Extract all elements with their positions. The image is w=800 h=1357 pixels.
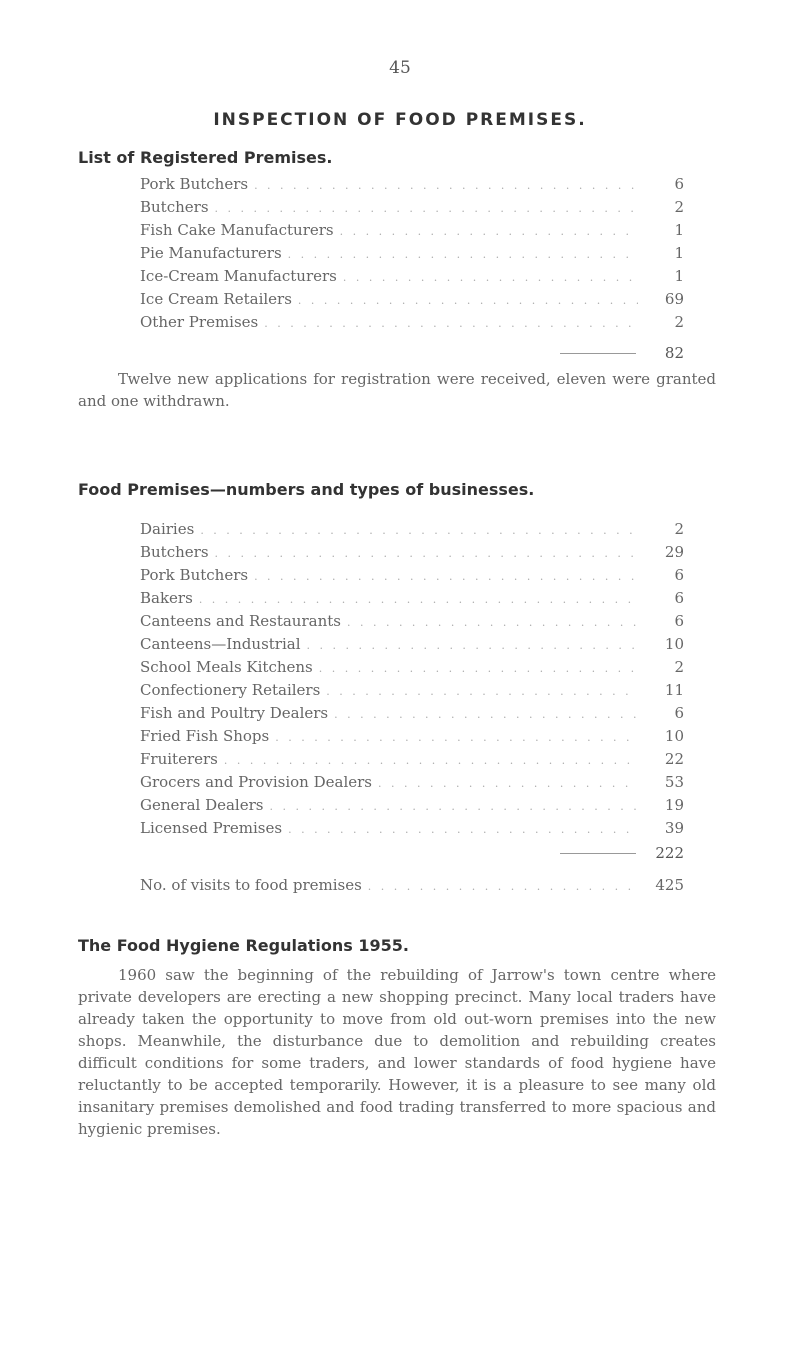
list-item [140, 704, 684, 727]
item-label: Dairies [140, 520, 195, 538]
page-title: INSPECTION OF FOOD PREMISES. [213, 110, 587, 130]
item-value: 2 [674, 658, 684, 676]
leader-dots [199, 593, 638, 606]
item-value: 2 [674, 198, 684, 216]
item-value: 22 [664, 750, 684, 768]
item-value: 29 [664, 543, 684, 561]
item-label: Fried Fish Shops [140, 727, 270, 745]
item-value: 39 [664, 819, 684, 837]
list-item [140, 221, 684, 244]
visits-row [140, 876, 684, 894]
list-item [140, 727, 684, 750]
hygiene-regulations-heading: The Food Hygiene Regulations 1955. [78, 936, 409, 955]
leader-dots [215, 547, 638, 560]
list-item [140, 773, 684, 796]
registration-note: Twelve new applications for registration were received, eleven were granted and one withdrawn. [78, 370, 716, 410]
leader-dots [254, 179, 638, 192]
item-label: Pie Manufacturers [140, 244, 282, 262]
item-value: 6 [674, 612, 684, 630]
item-label: Grocers and Provision Dealers [140, 773, 372, 791]
item-value: 6 [674, 175, 684, 193]
item-label: Fruiterers [140, 750, 218, 768]
leader-dots [269, 800, 638, 813]
item-value: 6 [674, 566, 684, 584]
item-label: Fish Cake Manufacturers [140, 221, 334, 239]
registered-premises-heading: List of Registered Premises. [78, 148, 333, 167]
visits-value: 425 [655, 876, 684, 894]
list-item [140, 635, 684, 658]
item-label: General Dealers [140, 796, 264, 814]
leader-dots [275, 731, 638, 744]
total-rule [560, 353, 636, 354]
leader-dots [254, 570, 638, 583]
list-item [140, 819, 684, 842]
leader-dots [340, 225, 638, 238]
leader-dots [288, 248, 638, 261]
leader-dots [326, 685, 638, 698]
item-value: 69 [664, 290, 684, 308]
list-item [140, 750, 684, 773]
food-premises-total [560, 844, 684, 862]
list-item [140, 796, 684, 819]
item-value: 6 [674, 704, 684, 722]
list-item [140, 267, 684, 290]
leader-dots [343, 271, 638, 284]
list-item [140, 566, 684, 589]
item-label: Pork Butchers [140, 566, 249, 584]
item-value: 19 [664, 796, 684, 814]
item-value: 10 [664, 635, 684, 653]
item-label: Butchers [140, 543, 209, 561]
item-value: 2 [674, 313, 684, 331]
item-value: 2 [674, 520, 684, 538]
hygiene-paragraph: 1960 saw the beginning of the rebuilding of Jarrow's town centre where private developers are erecting a new shopping precinct. Many local traders have already taken the opportunity to move from old out-worn premises into the new shops. Meanwhile, the disturbance due to demolition and rebuilding creates difficult conditions for some traders, and lower standards of food hygiene have reluctantly to be accepted temporarily. However, it is a pleasure to see many old insanitary premises demolished and food trading transferred to more spacious and hygienic premises. [78, 966, 716, 1138]
list-item [140, 313, 684, 336]
total-rule [560, 853, 636, 854]
food-premises-total-value: 222 [655, 844, 684, 862]
list-item [140, 658, 684, 681]
item-label: Fish and Poultry Dealers [140, 704, 329, 722]
item-label: Other Premises [140, 313, 259, 331]
leader-dots [224, 754, 638, 767]
leader-dots [298, 294, 638, 307]
leader-dots [264, 317, 638, 330]
item-label: Butchers [140, 198, 209, 216]
list-item [140, 612, 684, 635]
item-label: Confectionery Retailers [140, 681, 321, 699]
list-item [140, 543, 684, 566]
list-item [140, 290, 684, 313]
leader-dots [288, 823, 638, 836]
leader-dots [215, 202, 638, 215]
item-value: 6 [674, 589, 684, 607]
leader-dots [334, 708, 638, 721]
leader-dots [368, 880, 638, 893]
item-value: 1 [674, 221, 684, 239]
item-label: School Meals Kitchens [140, 658, 313, 676]
list-item [140, 681, 684, 704]
item-label: Licensed Premises [140, 819, 283, 837]
list-item [140, 175, 684, 198]
visits-label: No. of visits to food premises [140, 876, 362, 894]
item-label: Pork Butchers [140, 175, 249, 193]
leader-dots [319, 662, 638, 675]
item-label: Ice-Cream Manufacturers [140, 267, 337, 285]
item-label: Canteens and Restaurants [140, 612, 341, 630]
item-value: 53 [664, 773, 684, 791]
leader-dots [347, 616, 638, 629]
food-premises-list [140, 520, 684, 842]
registered-total [560, 344, 684, 362]
item-label: Canteens—Industrial [140, 635, 301, 653]
leader-dots [307, 639, 638, 652]
list-item [140, 198, 684, 221]
item-value: 1 [674, 267, 684, 285]
list-item [140, 589, 684, 612]
leader-dots [200, 524, 638, 537]
food-premises-heading: Food Premises—numbers and types of businesses. [78, 480, 535, 499]
item-value: 11 [664, 681, 684, 699]
item-label: Ice Cream Retailers [140, 290, 292, 308]
registered-total-value: 82 [664, 344, 684, 362]
registered-premises-list [140, 175, 684, 336]
list-item [140, 520, 684, 543]
page-number: 45 [389, 58, 411, 78]
item-label: Bakers [140, 589, 193, 607]
item-value: 1 [674, 244, 684, 262]
leader-dots [378, 777, 638, 790]
item-value: 10 [664, 727, 684, 745]
list-item [140, 244, 684, 267]
